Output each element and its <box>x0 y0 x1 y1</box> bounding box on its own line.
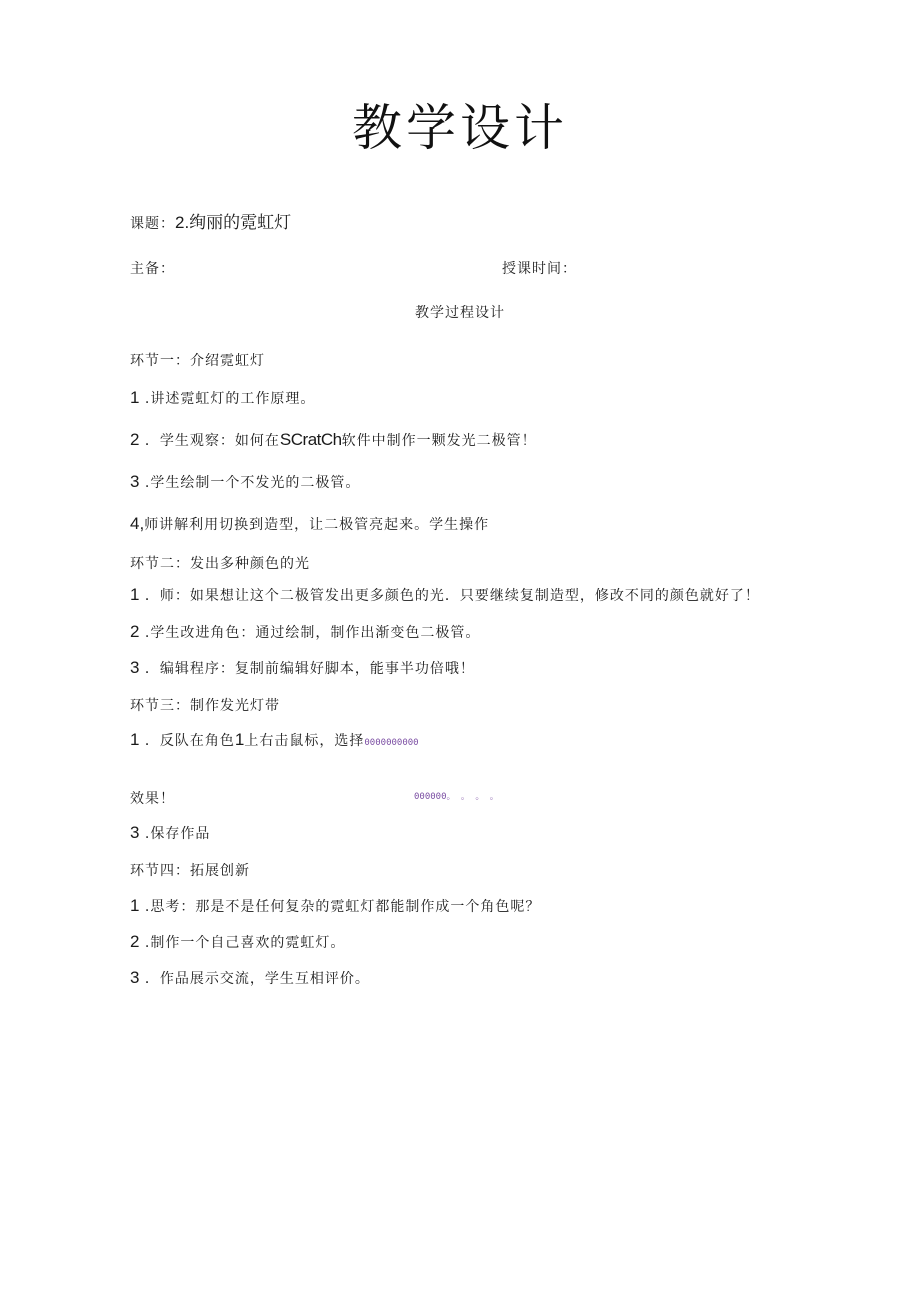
item-number: 1 <box>130 730 140 749</box>
section-1-item-2 <box>130 430 537 450</box>
section-3-effect-line: 效果！ <box>130 791 175 807</box>
item-text: 师讲解利用切换到造型，让二极管亮起来。学生操作 <box>144 517 490 533</box>
section-4-heading: 环节四：拓展创新 <box>130 863 250 879</box>
item-number: 1 <box>130 388 140 407</box>
topic-value: 2.绚丽的霓虹灯 <box>175 213 292 232</box>
item-text: ．编辑程序：复制前编辑好脚本，能事半功倍哦！ <box>144 661 475 677</box>
section-4-item-3 <box>130 968 370 988</box>
item-number: 2 <box>130 430 140 449</box>
item-text: .讲述霓虹灯的工作原理。 <box>144 391 316 407</box>
section-1-item-4 <box>130 514 489 534</box>
item-text: .思考：那是不是任何复杂的霓虹灯都能制作成一个角色呢？ <box>144 899 541 915</box>
section-2-item-1 <box>130 585 760 605</box>
document-title: 教学设计 <box>352 99 568 157</box>
item-number: 3 <box>130 968 140 987</box>
section-1-item-1 <box>130 388 315 408</box>
item-number: 2 <box>130 622 140 641</box>
section-2-item-3 <box>130 658 475 678</box>
sprite-number: 1 <box>234 730 245 749</box>
item-number: 3 <box>130 472 140 491</box>
section-2-item-2 <box>130 622 480 642</box>
item-text-a: ．学生观察：如何在 <box>144 433 280 449</box>
item-number: 2 <box>130 932 140 951</box>
item-number: 4, <box>130 514 145 533</box>
section-3-item-1 <box>130 730 419 750</box>
software-name: SCratCh <box>279 430 342 449</box>
process-heading: 教学过程设计 <box>415 305 505 321</box>
item-number: 1 <box>130 896 140 915</box>
section-2-heading: 环节二：发出多种颜色的光 <box>130 556 310 572</box>
item-text-b: 软件中制作一颗发光二极管！ <box>341 433 537 449</box>
item-number: 3 <box>130 658 140 677</box>
preparer-label: 主备： <box>130 261 175 277</box>
item-text: .制作一个自己喜欢的霓虹灯。 <box>144 935 346 951</box>
teach-time-label: 授课时间： <box>502 261 577 277</box>
item-text: .保存作品 <box>144 826 211 842</box>
section-1-item-3 <box>130 472 360 492</box>
garbled-text: 0000000000 <box>364 738 419 748</box>
item-text-a: ．反队在角色 <box>144 733 235 749</box>
item-number: 1 <box>130 585 140 604</box>
item-text: ．师：如果想让这个二极管发出更多颜色的光．只要继续复制造型，修改不同的颜色就好了！ <box>144 588 760 604</box>
preparer-line <box>130 258 175 278</box>
garbled-text: 000000。 。 。 。 <box>414 792 499 802</box>
topic-line <box>130 208 291 233</box>
topic-label: 课题： <box>130 216 175 232</box>
section-4-item-1 <box>130 896 540 916</box>
section-3-heading: 环节三：制作发光灯带 <box>130 698 280 714</box>
section-4-item-2 <box>130 932 345 952</box>
item-text: .学生绘制一个不发光的二极管。 <box>144 475 361 491</box>
item-text: ．作品展示交流，学生互相评价。 <box>144 971 370 987</box>
item-text-b: 上右击鼠标，选择 <box>244 733 365 749</box>
item-text: .学生改进角色：通过绘制，制作出渐变色二极管。 <box>144 625 481 641</box>
section-1-heading: 环节一：介绍霓虹灯 <box>130 353 265 369</box>
item-number: 3 <box>130 823 140 842</box>
section-3-item-3 <box>130 823 210 843</box>
